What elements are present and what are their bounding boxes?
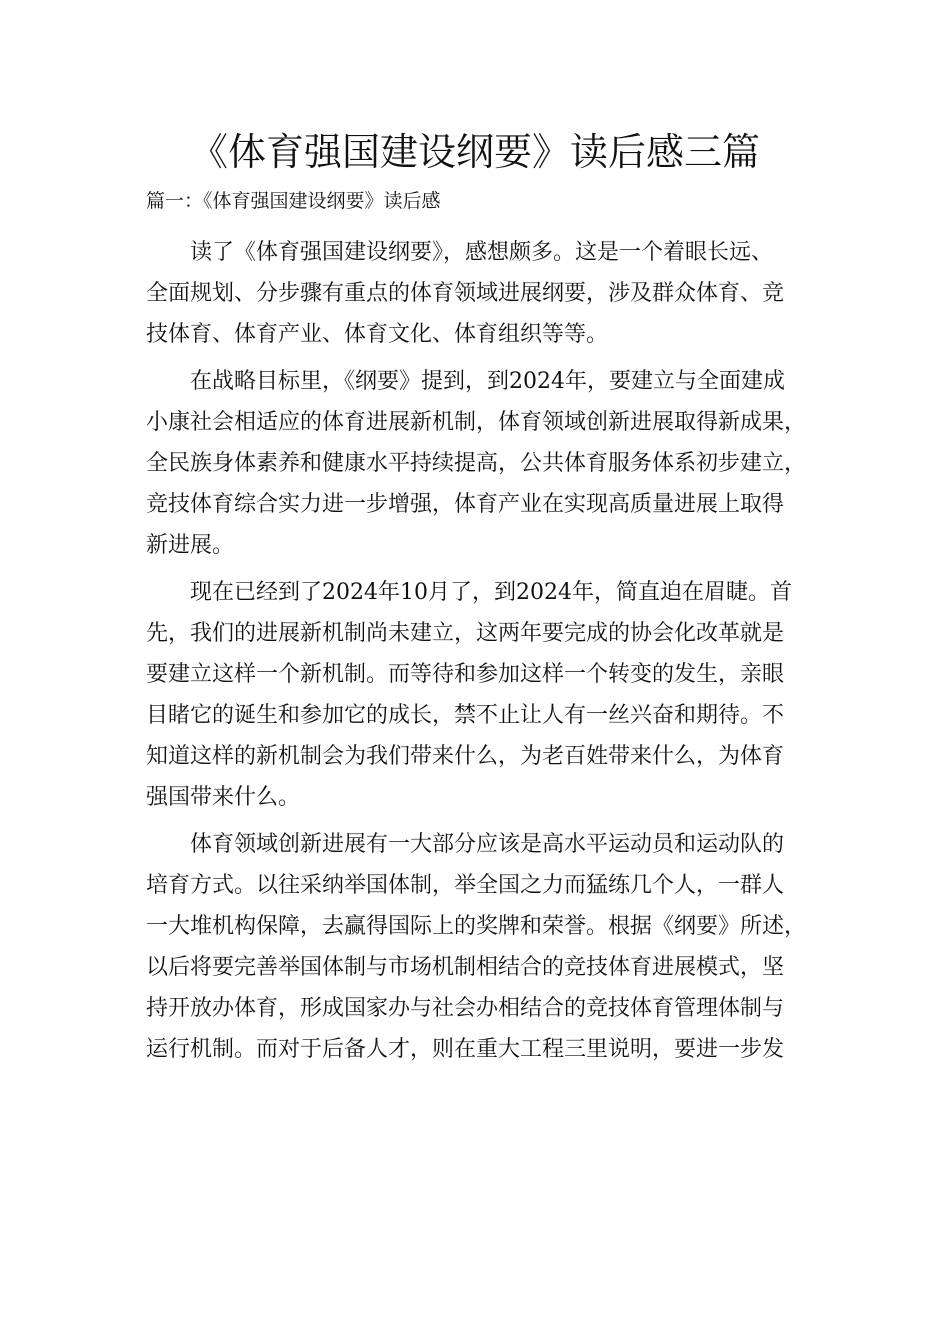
text-line: 在战略目标里，《纲要》提到，到2024年，要建立与全面建成 (190, 369, 785, 394)
text-line: 新进展。 (146, 533, 235, 558)
document-body (146, 232, 816, 1076)
text-line: 强国带来什么。 (146, 785, 301, 810)
document-title: 《体育强国建设纲要》读后感三篇 (189, 130, 760, 174)
text-line: 小康社会相适应的体育进展新机制，体育领域创新进展取得新成果， (146, 410, 807, 435)
text-line: 技体育、体育产业、体育文化、体育组织等等。 (146, 322, 609, 347)
text-line: 培育方式。以往采纳举国体制，举全国之力而猛练几个人，一群人 (146, 873, 785, 898)
text-line: 一大堆机构保障，去赢得国际上的奖牌和荣誉。根据《纲要》所述， (146, 914, 807, 939)
text-line: 全面规划、分步骤有重点的体育领域进展纲要，涉及群众体育、竞 (146, 281, 785, 306)
text-line: 知道这样的新机制会为我们带来什么，为老百姓带来什么，为体育 (146, 744, 785, 769)
text-line: 持开放办体育，形成国家办与社会办相结合的竞技体育管理体制与 (146, 996, 785, 1021)
text-line: 竞技体育综合实力进一步增强，体育产业在实现高质量进展上取得 (146, 492, 785, 517)
text-line: 运行机制。而对于后备人才，则在重大工程三里说明，要进一步发 (146, 1037, 785, 1062)
text-line: 先，我们的进展新机制尚未建立，这两年要完成的协会化改革就是 (146, 621, 785, 646)
paragraph (146, 572, 816, 818)
text-line: 读了《体育强国建设纲要》，感想颇多。这是一个着眼长远、 (190, 240, 774, 265)
text-line: 以后将要完善举国体制与市场机制相结合的竞技体育进展模式，坚 (146, 955, 785, 980)
paragraph (146, 824, 816, 1070)
text-line: 体育领域创新进展有一大部分应该是高水平运动员和运动队的 (190, 832, 785, 857)
paragraph (146, 361, 816, 566)
text-line: 要建立这样一个新机制。而等待和参加这样一个转变的发生，亲眼 (146, 662, 785, 687)
text-line: 目睹它的诞生和参加它的成长，禁不止让人有一丝兴奋和期待。不 (146, 703, 785, 728)
paragraph (146, 232, 816, 355)
text-line: 现在已经到了2024年10月了，到2024年，简直迫在眉睫。首 (190, 580, 792, 605)
text-line: 全民族身体素养和健康水平持续提高，公共体育服务体系初步建立， (146, 451, 807, 476)
section-heading: 篇一：《体育强国建设纲要》读后感 (146, 190, 441, 212)
